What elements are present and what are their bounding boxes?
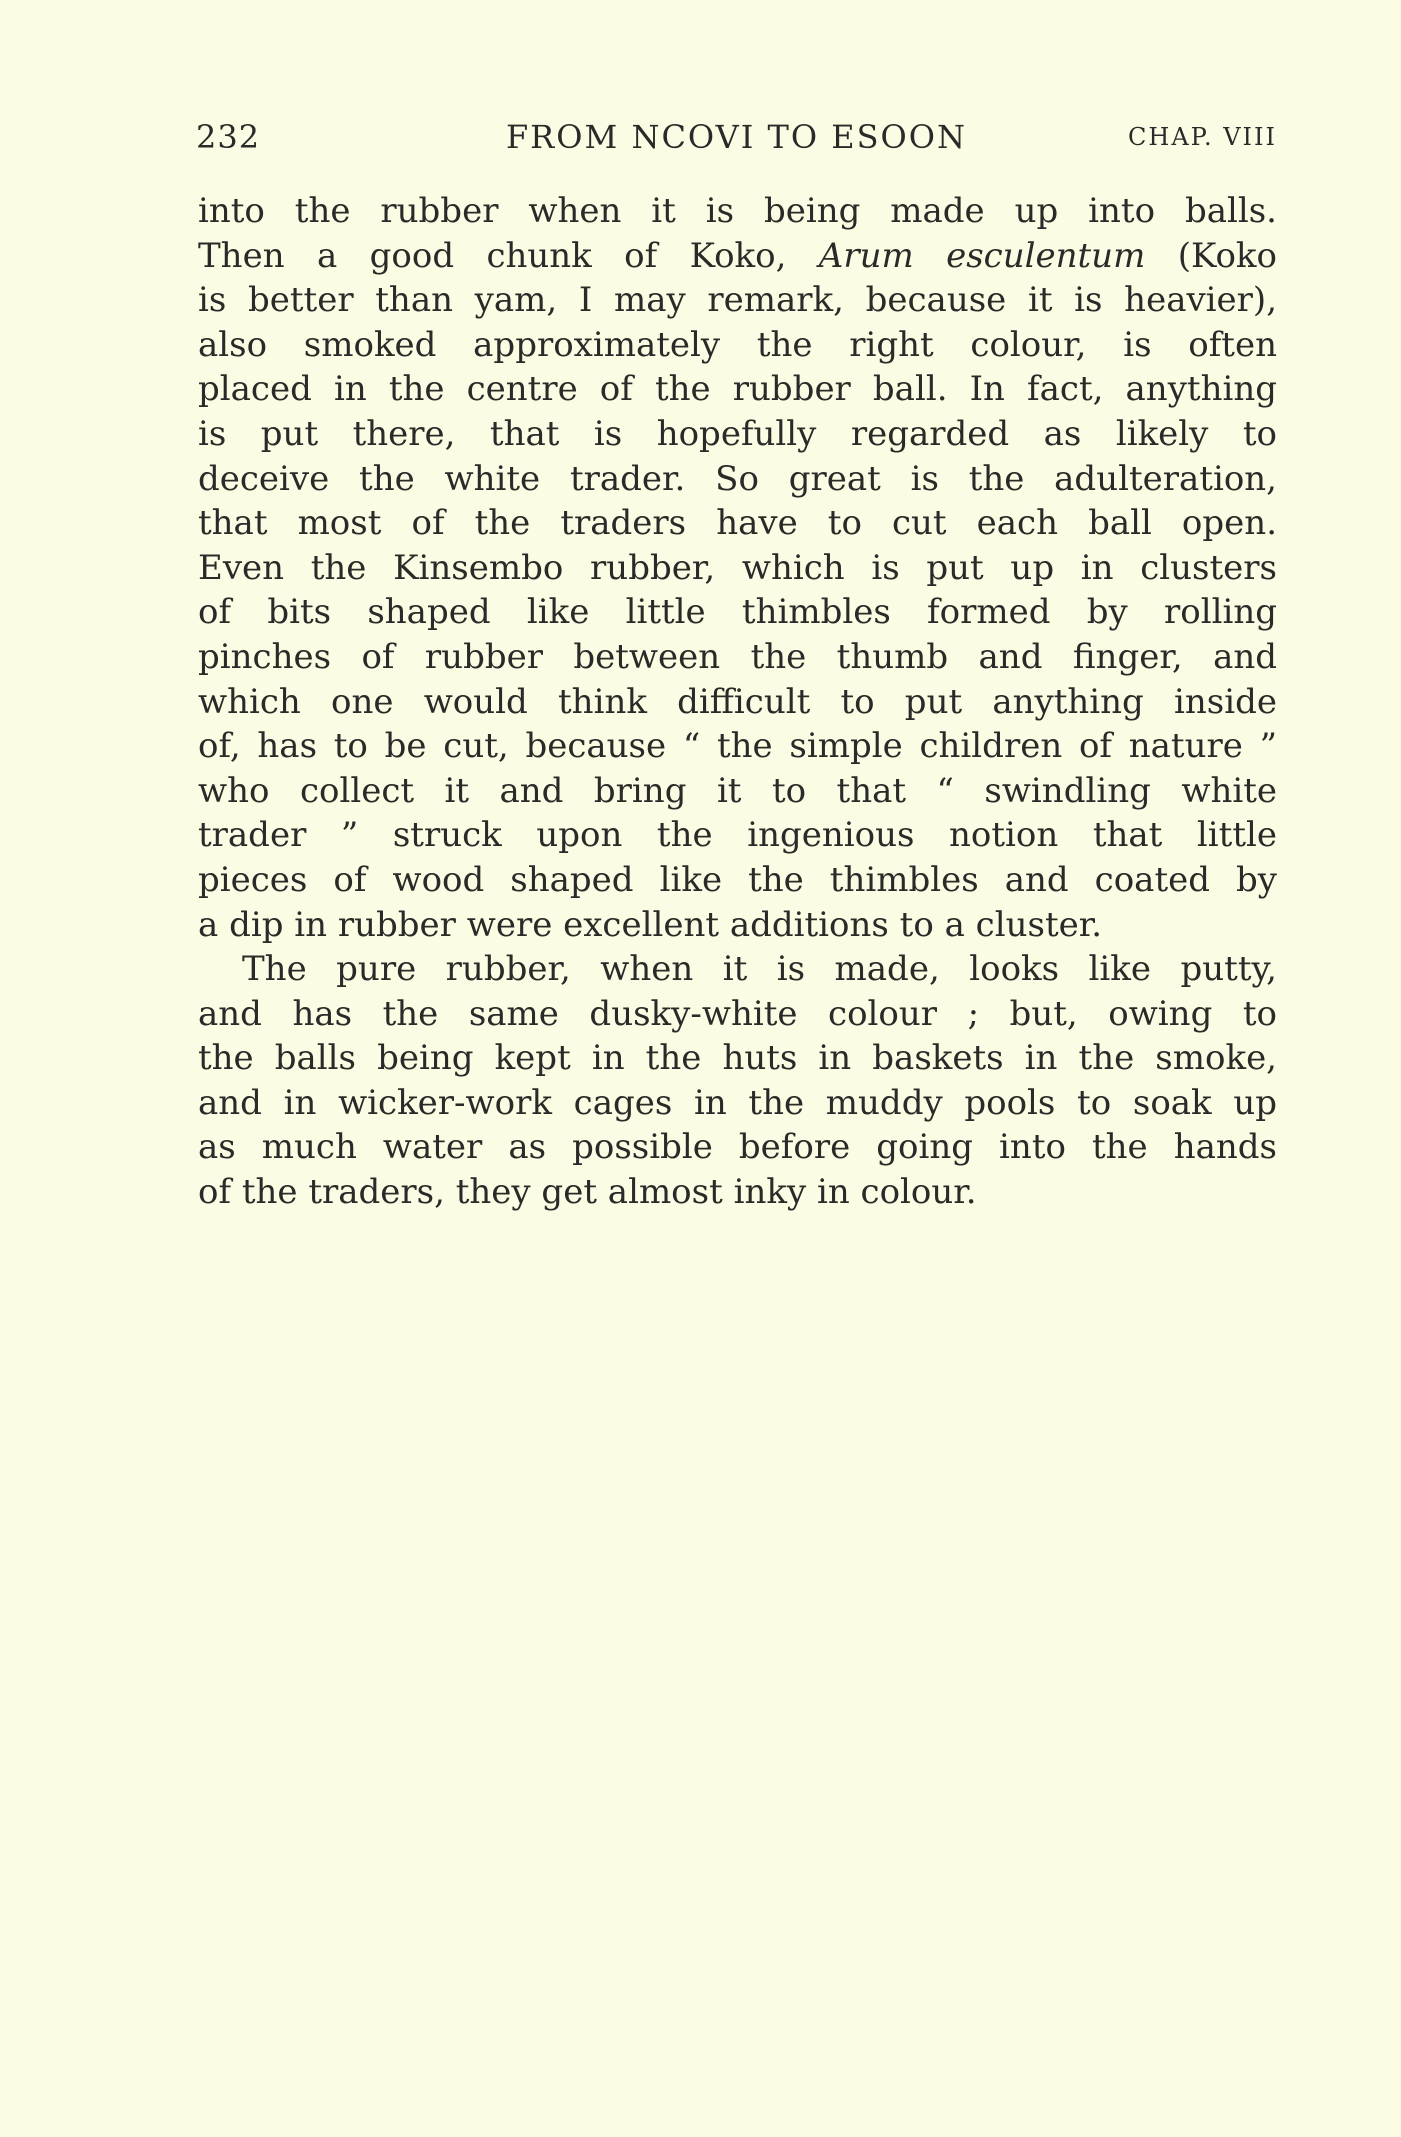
text-line — [198, 234, 1277, 279]
running-head — [196, 118, 1277, 158]
text-line: pinches of rubber between the thumb and finger, and — [198, 636, 1277, 677]
text-segment: (Koko — [1145, 235, 1277, 276]
text-line: Even the Kinsembo rubber, which is put up in clusters — [198, 547, 1277, 588]
text-line: as much water as possible before going into the hands — [198, 1127, 1277, 1168]
page-number: 232 — [196, 118, 261, 156]
text-line: into the rubber when it is being made up into balls. — [198, 191, 1277, 231]
text-line: of, has to be cut, because “ the simple children of nature ” — [198, 726, 1277, 767]
chapter-reference: CHAP. VIII — [1128, 123, 1277, 151]
species-name: Arum esculentum — [818, 235, 1146, 276]
text-line: that most of the traders have to cut each ball open. — [198, 503, 1277, 544]
text-line: and in wicker-work cages in the muddy pools to soak up — [198, 1082, 1277, 1123]
text-segment: Then a good chunk of Koko, — [198, 235, 819, 276]
text-line: and has the same dusky-white colour ; but, owing to — [198, 993, 1277, 1034]
text-line: is better than yam, I may remark, because it is heavier), — [198, 280, 1277, 321]
text-line: The pure rubber, when it is made, looks like putty, — [242, 949, 1277, 990]
text-line: of bits shaped like little thimbles formed by rolling — [198, 592, 1277, 633]
text-line: placed in the centre of the rubber ball. In fact, anything — [198, 369, 1277, 410]
text-line: the balls being kept in the huts in baskets in the smoke, — [198, 1038, 1277, 1079]
body-text — [198, 189, 1277, 1215]
text-line: who collect it and bring it to that “ swindling white — [198, 770, 1277, 811]
running-title: FROM NCOVI TO ESOON — [505, 118, 968, 156]
text-line: also smoked approximately the right colour, is often — [198, 324, 1277, 365]
text-line: pieces of wood shaped like the thimbles and coated by — [198, 859, 1277, 900]
text-line: which one would think difficult to put anything inside — [198, 681, 1277, 722]
text-line: deceive the white trader. So great is the adulteration, — [198, 458, 1277, 499]
text-line: a dip in rubber were excellent additions to a cluster. — [198, 904, 1103, 945]
text-line: trader ” struck upon the ingenious notion that little — [198, 815, 1277, 856]
text-line: is put there, that is hopefully regarded as likely to — [198, 413, 1277, 454]
text-line: of the traders, they get almost inky in colour. — [198, 1172, 977, 1213]
